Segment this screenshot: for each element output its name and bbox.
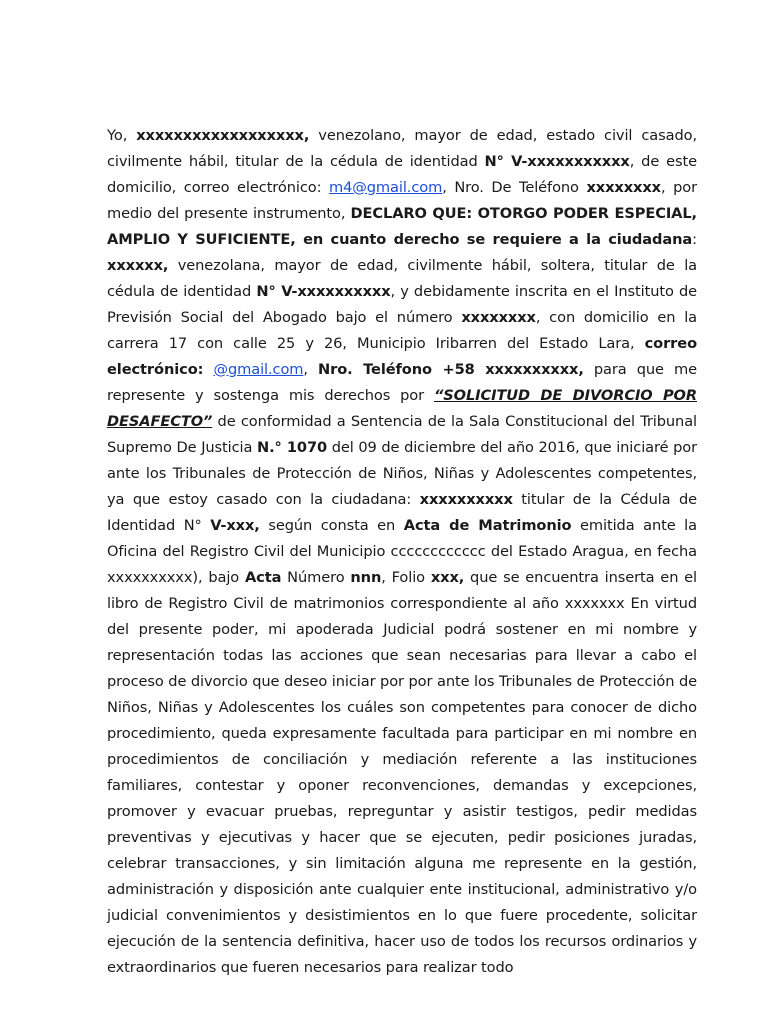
attorney-phone: Nro. Teléfono +58 xxxxxxxxxx, bbox=[318, 360, 584, 378]
text-segment: emitida ante la Oficina del Registro Civil del Municipio cccccccccccc del Estado Aragua, en fecha xxxxxxxxxx), bajo bbox=[107, 516, 697, 586]
text-segment: , de este domicilio, correo electrónico: bbox=[107, 152, 698, 196]
text-segment: , Folio bbox=[381, 568, 431, 586]
text-segment bbox=[203, 361, 213, 378]
power-of-attorney-paragraph bbox=[107, 123, 697, 981]
acta-label: Acta bbox=[244, 568, 282, 586]
text-segment: venezolana, mayor de edad, civilmente hábil, soltera, titular de la cédula de identidad bbox=[107, 256, 697, 300]
attorney-registry-number: xxxxxxxx bbox=[461, 308, 536, 326]
grantor-email-link[interactable]: m4@gmail.com bbox=[328, 178, 443, 196]
text-segment: de conformidad a Sentencia de la Sala Constitucional del Tribunal Supremo De Justicia bbox=[107, 412, 697, 456]
attorney-email-label: correo electrónico: bbox=[107, 334, 697, 378]
marriage-certificate-label: Acta de Matrimonio bbox=[403, 516, 572, 534]
text-segment: Número bbox=[281, 568, 351, 586]
text-segment: Yo, bbox=[107, 126, 137, 144]
text-segment: : bbox=[692, 230, 697, 248]
attorney-email-link[interactable]: @gmail.com bbox=[213, 360, 304, 378]
ruling-number: N.° 1070 bbox=[257, 438, 328, 456]
declaration-heading: DECLARO QUE: OTORGO PODER ESPECIAL, AMPLIO Y SUFICIENTE, en cuanto derecho se requiere a la ciudadana bbox=[107, 204, 697, 248]
grantor-id-number: N° V-xxxxxxxxxxx bbox=[484, 152, 630, 170]
text-segment: , bbox=[303, 360, 319, 378]
text-segment: , Nro. De Teléfono bbox=[442, 178, 587, 196]
spouse-name: xxxxxxxxxx bbox=[419, 490, 513, 508]
folio-number: xxx, bbox=[430, 568, 465, 586]
text-segment: titular de la Cédula de Identidad N° bbox=[107, 490, 698, 534]
proceeding-title: “SOLICITUD DE DIVORCIO POR DESAFECTO” bbox=[107, 386, 697, 430]
text-segment: según consta en bbox=[259, 516, 404, 534]
text-segment: , con domicilio en la carrera 17 con calle 25 y 26, Municipio Iribarren del Estado Lara, bbox=[107, 308, 698, 352]
text-segment: , por medio del presente instrumento, bbox=[107, 178, 697, 222]
grantor-phone: xxxxxxxx bbox=[586, 178, 661, 196]
text-segment: para que me represente y sostenga mis derechos por bbox=[107, 360, 697, 404]
acta-number: nnn bbox=[350, 568, 382, 586]
text-segment: que se encuentra inserta en el libro de Registro Civil de matrimonios correspondiente al año xxxxxxx En virtud del presente poder, mi apoderada Judicial podrá sostener en mi nombre y representación todas las acciones que sean necesarias para llevar a cabo el proceso de divorcio que deseo iniciar por por ante los Tribunales de Protección de Niños, Niñas y Adolescentes los cuáles son competentes para conocer de dicho procedimiento, queda expresamente facultada para participar en mi nombre en procedimientos de conciliación y mediación referente a las instituciones familiares, contestar y oponer reconvenciones, demandas y excepciones, promover y evacuar pruebas, repreguntar y asistir testigos, pedir medidas preventivas y ejecutivas y hacer que se ejecuten, pedir posiciones juradas, celebrar transacciones, y sin limitación alguna me represente en la gestión, administración y disposición ante cualquier ente institucional, administrativo y/o judicial convenimientos y desistimientos en lo que fuere procedente, solicitar ejecución de la sentencia definitiva, hacer uso de todos los recursos ordinarios y extraordinarios que fueren necesarios para realizar todo bbox=[107, 568, 698, 976]
grantor-name: xxxxxxxxxxxxxxxxxx, bbox=[136, 126, 310, 144]
text-segment: del 09 de diciembre del año 2016, que iniciaré por ante los Tribunales de Protección de Niños, Niñas y Adolescentes competentes, ya que estoy casado con la ciudadana: bbox=[107, 438, 697, 508]
spouse-id-number: V-xxx, bbox=[210, 516, 260, 534]
text-segment: venezolano, mayor de edad, estado civil casado, civilmente hábil, titular de la cédula de identidad bbox=[107, 126, 697, 170]
attorney-id-number: N° V-xxxxxxxxxx bbox=[256, 282, 391, 300]
attorney-name: xxxxxx, bbox=[107, 256, 169, 274]
text-segment: , y debidamente inscrita en el Instituto de Previsión Social del Abogado bajo el número bbox=[107, 282, 697, 326]
